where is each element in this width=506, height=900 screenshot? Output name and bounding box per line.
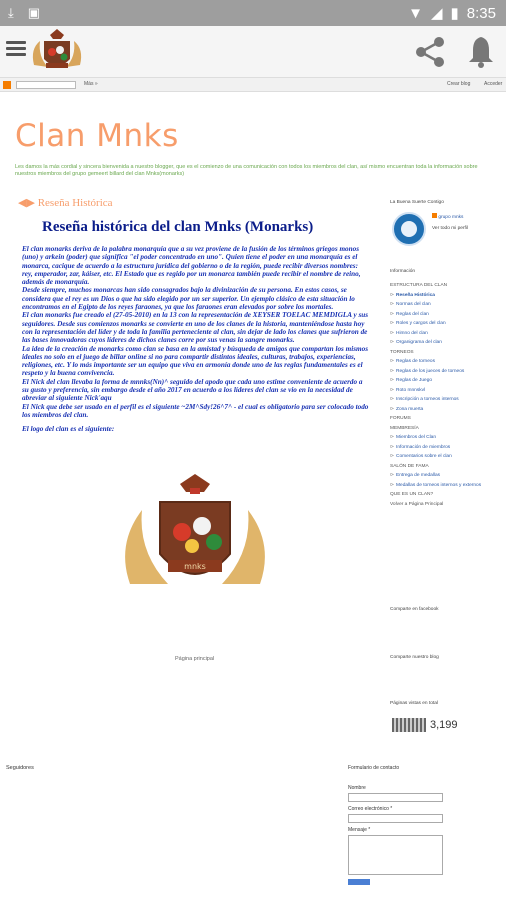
app-bar (0, 26, 506, 78)
menu-triangle-icon: ⊳ (390, 311, 395, 317)
status-bar (0, 0, 506, 26)
sidebar-item-label: FORUMS (390, 416, 411, 421)
sidebar-item[interactable] (390, 291, 506, 301)
prev-arrow-icon[interactable]: ◀ (18, 197, 27, 209)
menu-triangle-icon: ⊳ (390, 473, 395, 478)
sidebar-item[interactable] (390, 433, 506, 443)
sidebar-item[interactable] (390, 500, 506, 510)
message-label: Mensaje * (348, 827, 371, 833)
blog-search-input[interactable] (16, 81, 76, 89)
sidebar-item-label: MEMBRESÍA (390, 425, 419, 431)
home-page-link[interactable]: Página principal (175, 656, 215, 662)
sidebar-item[interactable] (390, 310, 506, 320)
send-button[interactable] (348, 879, 370, 885)
post-paragraph: El Nick que debe ser usado en el perfil es el siguiente ~2M^Sdy!26^7^ - el cual es obligatorio para ser colocado todo los miembros del clan. (22, 402, 369, 419)
profile-heading: La Buena Suerte Contigo (390, 200, 444, 205)
blog-header (0, 92, 506, 192)
sidebar-item-label: Volver a Página Principal (390, 501, 444, 507)
post-paragraph: La idea de la creación de monarks como clan se basa en la amistad y búsqueda de amigos que compartan los mismos ideales no solo en el juego de billar online si no para compartir distintos ideales, culturas, trabajos, experiencias, religiones, etc. Y lo más importante ser un equipo que viva en armonía donde uno de las reglas fundamentales es el respeto y la buena convivencia. (22, 344, 368, 378)
sidebar-item-label: ESTRUCTURA DEL CLAN (390, 283, 448, 288)
sidebar-item-label: Entrega de medallas (396, 473, 441, 478)
sidebar-item-label: Himno del clan (396, 330, 428, 336)
sidebar-item[interactable] (390, 281, 506, 291)
menu-triangle-icon: ⊳ (390, 387, 395, 393)
menu-triangle-icon: ⊳ (390, 330, 395, 336)
blogger-navbar (0, 78, 506, 92)
sidebar-item[interactable] (390, 443, 506, 453)
menu-triangle-icon: ⊳ (390, 321, 395, 326)
sidebar-item[interactable] (390, 462, 506, 472)
menu-triangle-icon: ⊳ (390, 397, 395, 402)
sidebar-item[interactable] (390, 481, 506, 491)
sidebar-item-label: Reglas de torneos (396, 359, 435, 364)
menu-triangle-icon: ⊳ (390, 406, 395, 412)
blog-title[interactable]: Clan Mnks (15, 118, 179, 154)
contact-form (348, 765, 448, 885)
facebook-heading: Comparte en facebook (390, 607, 439, 612)
sidebar-item-label: Organigrama del clan (396, 340, 442, 345)
menu-triangle-icon: ⊳ (390, 482, 395, 488)
clock: 8:35 (466, 4, 496, 22)
sidebar-item[interactable] (390, 386, 506, 396)
views-heading: Páginas vistas en total (390, 701, 438, 706)
menu-triangle-icon: ⊳ (390, 378, 395, 383)
clan-logo (28, 27, 86, 77)
contact-form-heading: Formulario de contacto (348, 765, 400, 771)
post-nav[interactable] (18, 196, 113, 209)
sidebar-item[interactable] (390, 471, 506, 481)
sidebar-item-label: Reglas del clan (396, 311, 429, 317)
sidebar-item-label: Miembros del Clan (396, 435, 437, 440)
notification-icons (8, 5, 40, 21)
sidebar-item-label: Roles y cargos del clan (396, 321, 446, 326)
email-field[interactable] (348, 814, 443, 823)
menu-triangle-icon: ⊳ (390, 444, 395, 450)
sidebar-item[interactable] (390, 338, 506, 348)
sidebar-item-label: Reseña Histórica (396, 292, 435, 298)
menu-triangle-icon: ⊳ (390, 454, 395, 459)
share-icon[interactable] (412, 34, 448, 70)
sidebar-item-label: SALÓN DE FAMA (390, 463, 429, 469)
system-icons (408, 4, 496, 22)
sidebar-item[interactable] (390, 329, 506, 339)
clan-emblem (120, 474, 270, 602)
wifi-icon: ▼ (408, 4, 423, 22)
menu-triangle-icon: ⊳ (390, 302, 395, 307)
email-label: Correo electrónico * (348, 806, 393, 812)
views-sparkline (392, 718, 426, 732)
name-label: Nombre (348, 785, 366, 791)
info-menu (390, 281, 506, 509)
post-paragraph: El Nick del clan llevaba la forma de mnnks(Nn)^ seguido del apodo que cada uno estime conveniente de acuerdo a su gusto y preferencia, sin embargo desde el año 2017 en acuerdo a los líderes del clan se vio en la necesidad de abreviar al siguiente Nick'aqu (22, 377, 363, 403)
menu-triangle-icon: ⊳ (390, 435, 395, 440)
download-icon: ⤓ (8, 5, 14, 20)
post-paragraph: El clan monarks fue creado el (27-05-2010) en la 13 con la representación de XEYSER TOELAC MEMDIGLA y sus seguidores. Desde sus comienzos monarks se convierte en uno de los clanes de la historia, manteniéndose hasta hoy con la representación del líder y de toda la familia perteneciente al clan, sin dejar de lado los clanes que sufrieron de las bases innovadoras cuyos líderes de dichos clanes corre por sus venas la sangre monarks. (22, 311, 369, 345)
sidebar-item[interactable] (390, 452, 506, 462)
sidebar-item[interactable] (390, 414, 506, 424)
sidebar-item[interactable] (390, 300, 506, 310)
sidebar-item[interactable] (390, 348, 506, 358)
sidebar-item-label: Inscripción a torneos internos (396, 397, 459, 402)
sidebar-item-label: Reglas de Juego (396, 378, 433, 383)
notification-bell-icon[interactable] (464, 34, 498, 70)
login-link[interactable]: Acceder (484, 81, 503, 87)
sidebar-item[interactable] (390, 405, 506, 415)
more-link[interactable]: Más » (84, 81, 98, 87)
post-paragraph: El logo del clan es el siguiente: (22, 425, 115, 434)
menu-icon[interactable] (6, 38, 26, 58)
sidebar-item[interactable] (390, 319, 506, 329)
name-field[interactable] (348, 793, 443, 802)
sidebar-item-label: Normas del clan (396, 302, 431, 307)
next-arrow-icon[interactable]: ▶ (26, 197, 35, 209)
profile-name[interactable]: grupo mnks (432, 213, 506, 220)
post-nav-label[interactable]: Reseña Histórica (37, 197, 113, 209)
post-body (22, 245, 370, 434)
blogger-icon[interactable] (3, 81, 11, 89)
sidebar-item[interactable] (390, 424, 506, 434)
sidebar-item[interactable] (390, 395, 506, 405)
sidebar-item[interactable] (390, 357, 506, 367)
sidebar-item-label: Medallas de torneos internos y externos (396, 482, 482, 488)
sidebar-item-label: QUE ES UN CLAN? (390, 492, 434, 497)
sidebar-item[interactable] (390, 376, 506, 386)
sidebar-item-label: TORNEOS (390, 349, 414, 355)
views-count: 3,199 (430, 719, 458, 731)
sidebar-item[interactable] (390, 367, 506, 377)
menu-triangle-icon: ⊳ (390, 368, 395, 374)
post-paragraph: El clan monarks deriva de la palabra monarquía que a su vez proviene de la fusión de los términos griegos monos (uno) y arkein (poder) que significa "el poder concentrado en uno". Quien tiene el poder en una monarquía es el monarca, cacique de acuerdo a la estructura jurídica del gobierno o de la región, puede recibir diversos nombres: rey, emperador, zar, káiser, etc. El Estado que es regido por un monarca también puede recibir el nombre de reino, además de monarquía. (22, 245, 361, 287)
profile-link[interactable]: Ver todo mi perfil (432, 226, 468, 231)
blogger-icon (432, 213, 437, 218)
menu-triangle-icon: ⊳ (390, 340, 395, 345)
sidebar-item-label: Roto mnnskvl (396, 387, 426, 393)
info-heading: Información (390, 269, 416, 274)
create-blog-link[interactable]: Crear blog (447, 81, 471, 87)
emblem-text: mnks (184, 562, 206, 571)
battery-icon: ▮ (450, 5, 459, 22)
app-notification-icon: ▣ (27, 5, 41, 20)
share-heading: Comparte nuestro blog (390, 655, 439, 660)
followers-heading: Seguidores (6, 765, 34, 771)
menu-triangle-icon: ⊳ (390, 292, 395, 298)
sidebar-item-label: Comentarios sobre el clan (396, 454, 452, 459)
post-title: Reseña histórica del clan Mnks (Monarks) (42, 219, 314, 235)
post-paragraph: Desde siempre, muchos monarcas han sido consagrados bajo la divinización de su persona. En estos casos, se considera que el rey es un Dios o que ha sido elegido por un ser superior. Un ejemplo clásico de esta situación lo encontramos en el Egipto de los reyes faraones, ya que los faraones eran elevados por sobre los mortales. (22, 286, 355, 312)
blog-description: Les damos la más cordial y sincera bienvenida a nuestro blogger, que es el comienzo de una comunicación con todos los miembros del clan, así mismo encuentran toda la información sobre nuestros miembros del grupo gemeert billard del clan Mnks(monarks) (15, 164, 478, 177)
sidebar-item-label: Reglas de los jueces de torneos (396, 368, 465, 374)
sidebar-item-label: Zona muerta (396, 406, 424, 412)
profile-avatar[interactable] (392, 212, 426, 246)
sidebar-item[interactable] (390, 490, 506, 500)
menu-triangle-icon: ⊳ (390, 359, 395, 364)
sidebar-item-label: Información de miembros (396, 444, 451, 450)
signal-icon: ◢ (430, 5, 443, 22)
message-field[interactable] (348, 835, 443, 875)
